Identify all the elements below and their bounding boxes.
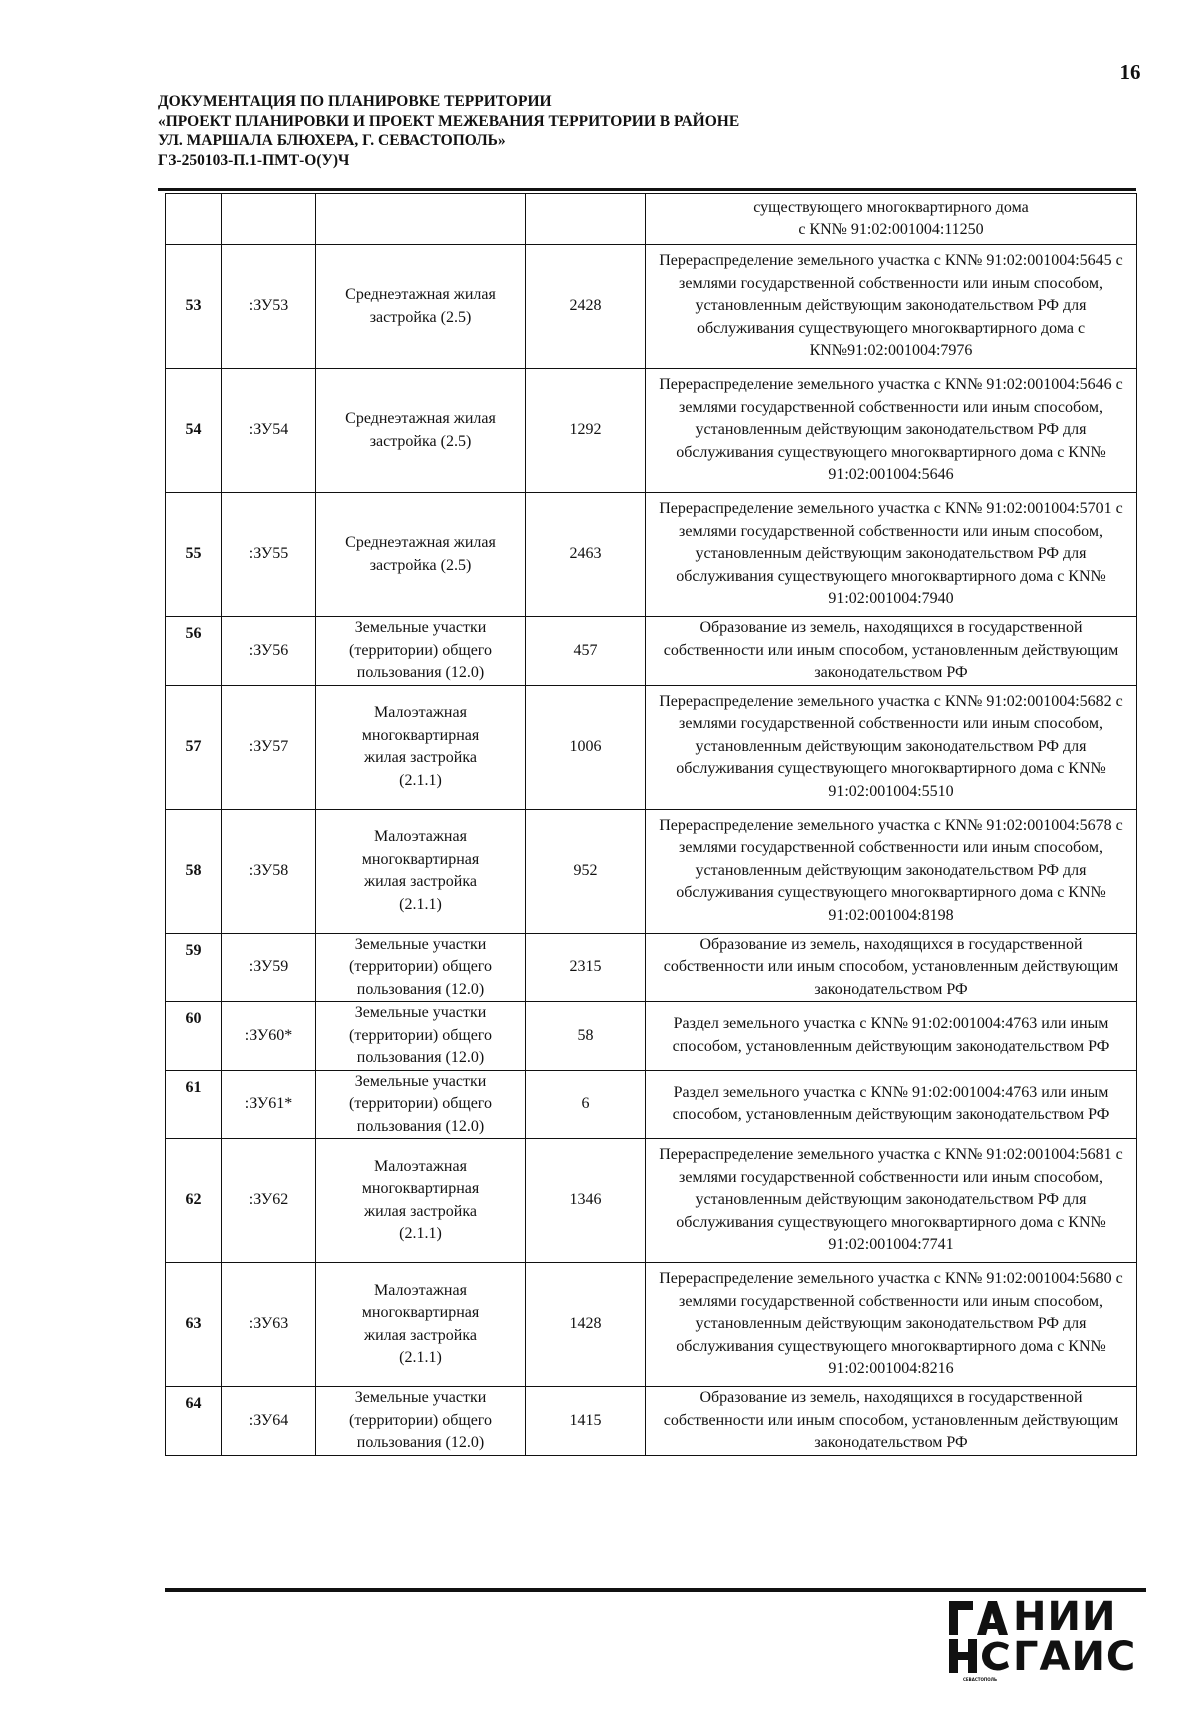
cell-use: Малоэтажная многоквартирная жилая застройка (2.1.1) — [316, 1263, 526, 1387]
cell-code: :ЗУ61* — [222, 1070, 316, 1139]
cell-area: 58 — [526, 1002, 646, 1071]
cell-use: Малоэтажная многоквартирная жилая застройка (2.1.1) — [316, 1139, 526, 1263]
cell-number: 60 — [166, 1002, 222, 1071]
cell-number: 61 — [166, 1070, 222, 1139]
cell-code: :ЗУ60* — [222, 1002, 316, 1071]
cell-area: 2315 — [526, 933, 646, 1002]
cell-number: 58 — [166, 809, 222, 933]
cell-number: 54 — [166, 369, 222, 493]
logo-line-2: ГАИС — [1013, 1634, 1137, 1680]
cell-description: Перераспределение земельного участка с КN№ 91:02:001004:5682 с землями государственной собственности или иным способом, установленным действующим законодательством РФ для обслуживания существующего многоквартирного дома с КN№ 91:02:001004:5510 — [646, 685, 1137, 809]
cell-description: Перераспределение земельного участка с КN№ 91:02:001004:5680 с землями государственной собственности или иным способом, установленным действующим законодательством РФ для обслуживания существующего многоквартирного дома с КN№ 91:02:001004:8216 — [646, 1263, 1137, 1387]
cell-code: :ЗУ58 — [222, 809, 316, 933]
nii-gais-logo — [945, 1595, 1135, 1685]
header-line-1: ДОКУМЕНТАЦИЯ ПО ПЛАНИРОВКЕ ТЕРРИТОРИИ — [158, 93, 552, 110]
cell-description: Перераспределение земельного участка с КN№ 91:02:001004:5701 с землями государственной собственности или иным способом, установленным действующим законодательством РФ для обслуживания существующего многоквартирного дома с КN№ 91:02:001004:7940 — [646, 493, 1137, 617]
cell-description: Перераспределение земельного участка с КN№ 91:02:001004:5681 с землями государственной собственности или иным способом, установленным действующим законодательством РФ для обслуживания существующего многоквартирного дома с КN№ 91:02:001004:7741 — [646, 1139, 1137, 1263]
cell-use — [316, 194, 526, 245]
cell-number: 62 — [166, 1139, 222, 1263]
table-row-continuation — [166, 194, 1137, 245]
table-row — [166, 1263, 1137, 1387]
cell-code: :ЗУ62 — [222, 1139, 316, 1263]
table-row — [166, 685, 1137, 809]
logo-line-1: НИИ — [1013, 1594, 1117, 1640]
cell-area: 1292 — [526, 369, 646, 493]
header-line-3: УЛ. МАРШАЛА БЛЮХЕРА, Г. СЕВАСТОПОЛЬ» — [158, 132, 506, 149]
cell-area: 1006 — [526, 685, 646, 809]
cell-code — [222, 194, 316, 245]
cell-use: Земельные участки (территории) общего пользования (12.0) — [316, 1387, 526, 1456]
cell-number — [166, 194, 222, 245]
logo-mark-icon — [947, 1597, 1011, 1677]
cell-number: 63 — [166, 1263, 222, 1387]
cell-area: 952 — [526, 809, 646, 933]
document-header — [158, 92, 1058, 170]
cell-description: Перераспределение земельного участка с КN№ 91:02:001004:5646 с землями государственной собственности или иным способом, установленным действующим законодательством РФ для обслуживания существующего многоквартирного дома с КN№ 91:02:001004:5646 — [646, 369, 1137, 493]
cell-area: 1346 — [526, 1139, 646, 1263]
header-line-2: «ПРОЕКТ ПЛАНИРОВКИ И ПРОЕКТ МЕЖЕВАНИЯ ТЕРРИТОРИИ В РАЙОНЕ — [158, 112, 740, 130]
cell-use: Земельные участки (территории) общего пользования (12.0) — [316, 933, 526, 1002]
cell-number: 53 — [166, 245, 222, 369]
table-row — [166, 493, 1137, 617]
logo-text — [1013, 1594, 1137, 1680]
cell-description: Перераспределение земельного участка с КN№ 91:02:001004:5678 с землями государственной собственности или иным способом, установленным действующим законодательством РФ для обслуживания существующего многоквартирного дома с КN№ 91:02:001004:8198 — [646, 809, 1137, 933]
table-row — [166, 933, 1137, 1002]
cell-code: :ЗУ59 — [222, 933, 316, 1002]
header-line-4: ГЗ-250103-П.1-ПМТ-О(У)Ч — [158, 151, 350, 169]
page-number: 16 — [1119, 60, 1141, 84]
cell-code: :ЗУ57 — [222, 685, 316, 809]
header-divider — [158, 188, 1136, 191]
cell-description: Образование из земель, находящихся в государственной собственности или иным способом, установленным действующим законодательством РФ — [646, 1387, 1137, 1456]
cell-use: Среднеэтажная жилая застройка (2.5) — [316, 493, 526, 617]
cell-code: :ЗУ56 — [222, 617, 316, 686]
cell-use: Земельные участки (территории) общего пользования (12.0) — [316, 1002, 526, 1071]
cell-code: :ЗУ55 — [222, 493, 316, 617]
cell-description: Образование из земель, находящихся в государственной собственности или иным способом, установленным действующим законодательством РФ — [646, 933, 1137, 1002]
cell-area: 2463 — [526, 493, 646, 617]
cell-code: :ЗУ64 — [222, 1387, 316, 1456]
footer-divider — [165, 1588, 1146, 1592]
table-row — [166, 1070, 1137, 1139]
cell-description: существующего многоквартирного дома с КN№ 91:02:001004:11250 — [646, 194, 1137, 245]
table-row — [166, 369, 1137, 493]
cell-number: 57 — [166, 685, 222, 809]
cell-code: :ЗУ54 — [222, 369, 316, 493]
table-row — [166, 1387, 1137, 1456]
cell-code: :ЗУ53 — [222, 245, 316, 369]
table-row — [166, 1002, 1137, 1071]
land-plots-table — [165, 193, 1137, 1456]
cell-use: Среднеэтажная жилая застройка (2.5) — [316, 245, 526, 369]
cell-area: 1415 — [526, 1387, 646, 1456]
cell-description: Раздел земельного участка с КN№ 91:02:001004:4763 или иным способом, установленным действующим законодательством РФ — [646, 1002, 1137, 1071]
table-row — [166, 245, 1137, 369]
cell-description: Перераспределение земельного участка с КN№ 91:02:001004:5645 с землями государственной собственности или иным способом, установленным действующим законодательством РФ для обслуживания существующего многоквартирного дома с КN№91:02:001004:7976 — [646, 245, 1137, 369]
cell-code: :ЗУ63 — [222, 1263, 316, 1387]
cell-area: 457 — [526, 617, 646, 686]
cell-use: Малоэтажная многоквартирная жилая застройка (2.1.1) — [316, 809, 526, 933]
cell-number: 55 — [166, 493, 222, 617]
table-row — [166, 617, 1137, 686]
cell-area: 2428 — [526, 245, 646, 369]
table-row — [166, 809, 1137, 933]
cell-description: Образование из земель, находящихся в государственной собственности или иным способом, установленным действующим законодательством РФ — [646, 617, 1137, 686]
cell-area: 6 — [526, 1070, 646, 1139]
cell-use: Среднеэтажная жилая застройка (2.5) — [316, 369, 526, 493]
cell-area: 1428 — [526, 1263, 646, 1387]
cell-number: 59 — [166, 933, 222, 1002]
cell-area — [526, 194, 646, 245]
cell-description: Раздел земельного участка с КN№ 91:02:001004:4763 или иным способом, установленным действующим законодательством РФ — [646, 1070, 1137, 1139]
cell-number: 56 — [166, 617, 222, 686]
logo-caption: СЕВАСТОПОЛЬ — [963, 1677, 997, 1682]
cell-use: Земельные участки (территории) общего пользования (12.0) — [316, 1070, 526, 1139]
cell-use: Малоэтажная многоквартирная жилая застройка (2.1.1) — [316, 685, 526, 809]
cell-use: Земельные участки (территории) общего пользования (12.0) — [316, 617, 526, 686]
table-row — [166, 1139, 1137, 1263]
cell-number: 64 — [166, 1387, 222, 1456]
